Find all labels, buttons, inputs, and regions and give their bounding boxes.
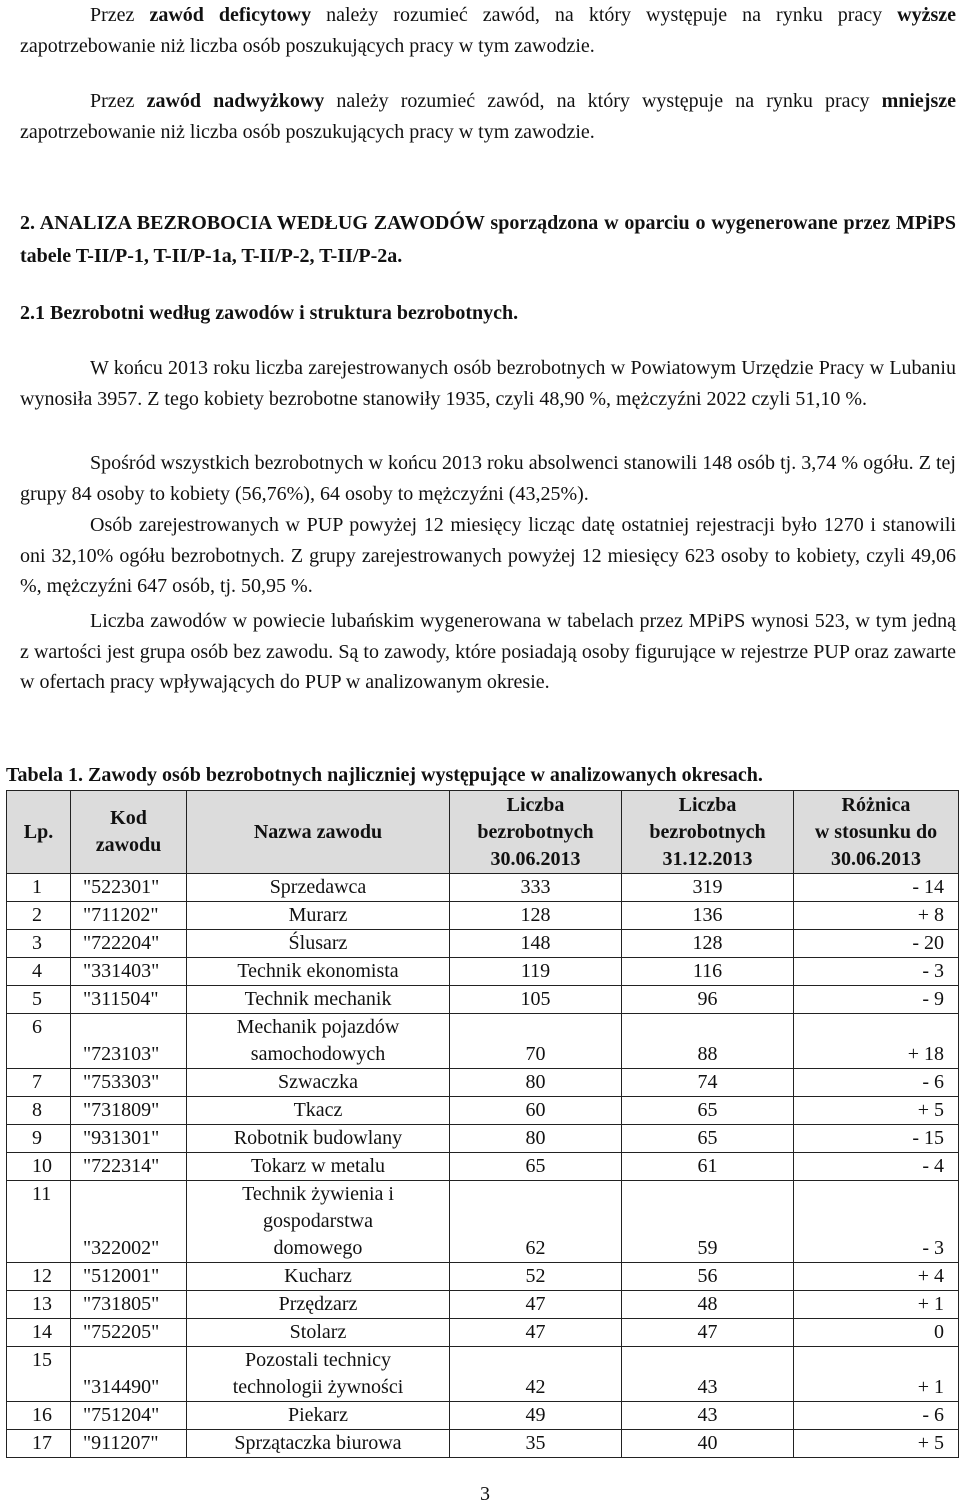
cell-name-line: Technik mechanik: [244, 988, 392, 1010]
cell-name-line: Robotnik budowlany: [233, 1127, 403, 1149]
section-heading: 2. ANALIZA BEZROBOCIA WEDŁUG ZAWODÓW sporządzona w oparciu o wygenerowane przez MPiPS tabele T-II/P-1, T-II/P-1a, T-II/P-2, T-II/P-2a.: [20, 212, 956, 267]
table-row: [7, 1014, 959, 1069]
cell-difference: + 5: [794, 1097, 959, 1125]
cell-name: [187, 1430, 450, 1458]
cell-name-line: Kucharz: [284, 1265, 352, 1287]
cell-name: [187, 1153, 450, 1181]
table-row: [7, 958, 959, 986]
cell-code: "522301": [71, 874, 187, 902]
cell-name-line: Pozostali technicy: [244, 1349, 392, 1371]
cell-name: [187, 1291, 450, 1319]
cell-difference: 0: [794, 1319, 959, 1347]
cell-code: "322002": [71, 1181, 187, 1263]
cell-lp: 7: [7, 1069, 71, 1097]
text-run: zapotrzebowanie niż liczba osób poszukujących pracy w tym zawodzie.: [20, 120, 595, 143]
text-run: Przez: [90, 90, 147, 112]
subsection-heading: 2.1 Bezrobotni według zawodów i struktura bezrobotnych.: [20, 302, 519, 324]
cell-code: "752205": [71, 1319, 187, 1347]
cell-name-line: gospodarstwa: [263, 1210, 373, 1232]
cell-count-december: 136: [622, 902, 794, 930]
cell-code: "512001": [71, 1263, 187, 1291]
cell-count-june: 49: [450, 1402, 622, 1430]
header-lp: Lp.: [7, 791, 71, 874]
cell-lp: 8: [7, 1097, 71, 1125]
cell-lp: 5: [7, 986, 71, 1014]
cell-code: "331403": [71, 958, 187, 986]
table-row: [7, 1263, 959, 1291]
cell-code: "753303": [71, 1069, 187, 1097]
cell-lp: 12: [7, 1263, 71, 1291]
table-row: [7, 1430, 959, 1458]
cell-code: "751204": [71, 1402, 187, 1430]
body-paragraph-occupations: Liczba zawodów w powiecie lubańskim wygenerowana w tabelach przez MPiPS wynosi 523, w tym jedną z wartości jest grupa osób bez zawodu. Są to zawody, które posiadają osoby figurujące w rejestrze PUP oraz zawarte w ofertach pracy wpływających do PUP w analizowanym okresie.: [20, 610, 956, 694]
cell-difference: - 20: [794, 930, 959, 958]
cell-count-december: 47: [622, 1319, 794, 1347]
cell-lp: 10: [7, 1153, 71, 1181]
header-count-december: Liczba bezrobotnych 31.12.2013: [622, 791, 794, 874]
cell-code: "314490": [71, 1347, 187, 1402]
cell-name: [187, 1097, 450, 1125]
cell-code: "722314": [71, 1153, 187, 1181]
cell-lp: 3: [7, 930, 71, 958]
cell-lp: 17: [7, 1430, 71, 1458]
occupations-table: [6, 790, 959, 1458]
cell-count-june: 42: [450, 1347, 622, 1402]
text-run: należy rozumieć zawód, na który występuje na rynku pracy: [324, 90, 882, 112]
cell-count-december: 116: [622, 958, 794, 986]
cell-code: "311504": [71, 986, 187, 1014]
cell-name: [187, 1319, 450, 1347]
cell-lp: 4: [7, 958, 71, 986]
cell-name: [187, 1263, 450, 1291]
definition-deficit-paragraph: [20, 0, 956, 61]
cell-count-june: 70: [450, 1014, 622, 1069]
cell-name-line: Technik ekonomista: [237, 960, 399, 982]
cell-lp: 13: [7, 1291, 71, 1319]
cell-count-december: 43: [622, 1347, 794, 1402]
cell-name-line: Ślusarz: [288, 932, 348, 954]
cell-name-line: Stolarz: [289, 1321, 347, 1343]
table-row: [7, 1291, 959, 1319]
cell-difference: + 18: [794, 1014, 959, 1069]
definition-surplus-paragraph: [20, 86, 956, 147]
table-body: [7, 874, 959, 1458]
cell-name-line: Przędzarz: [278, 1293, 358, 1315]
cell-name-line: domowego: [273, 1237, 363, 1259]
cell-count-june: 65: [450, 1153, 622, 1181]
cell-lp: 11: [7, 1181, 71, 1263]
cell-code: "723103": [71, 1014, 187, 1069]
cell-difference: + 1: [794, 1347, 959, 1402]
cell-name: [187, 1069, 450, 1097]
cell-name-line: Sprzedawca: [269, 876, 367, 898]
text-run: należy rozumieć zawód, na który występuje na rynku pracy: [311, 4, 898, 26]
table-row: [7, 1402, 959, 1430]
header-count-june: Liczba bezrobotnych 30.06.2013: [450, 791, 622, 874]
table-caption: Tabela 1. Zawody osób bezrobotnych najliczniej występujące w analizowanych okresach.: [6, 764, 763, 786]
cell-count-december: 88: [622, 1014, 794, 1069]
cell-count-december: 56: [622, 1263, 794, 1291]
cell-count-december: 48: [622, 1291, 794, 1319]
text-run: Przez: [90, 4, 150, 26]
cell-count-june: 333: [450, 874, 622, 902]
cell-count-june: 47: [450, 1319, 622, 1347]
table-row: [7, 874, 959, 902]
cell-count-june: 62: [450, 1181, 622, 1263]
body-paragraph-graduates: Spośród wszystkich bezrobotnych w końcu 2013 roku absolwenci stanowili 148 osób tj. 3,74 % ogółu. Z tej grupy 84 osoby to kobiety (56,76%), 64 osoby to mężczyźni (43,25%).: [20, 452, 956, 505]
text-run: zawód deficytowy: [149, 4, 312, 26]
header-difference: Różnica w stosunku do 30.06.2013: [794, 791, 959, 874]
text-run: mniejsze: [881, 90, 956, 112]
cell-difference: - 14: [794, 874, 959, 902]
cell-name: [187, 1014, 450, 1069]
cell-count-december: 74: [622, 1069, 794, 1097]
cell-count-december: 128: [622, 930, 794, 958]
cell-name: [187, 874, 450, 902]
cell-name: [187, 1347, 450, 1402]
table-row: [7, 1069, 959, 1097]
cell-name-line: Tokarz w metalu: [250, 1155, 386, 1177]
cell-name-line: Tkacz: [293, 1099, 343, 1121]
table-row: [7, 986, 959, 1014]
body-paragraph-unemployed-total: W końcu 2013 roku liczba zarejestrowanych osób bezrobotnych w Powiatowym Urzędzie Pracy w Lubaniu wynosiła 3957. Z tego kobiety bezrobotne stanowiły 1935, czyli 48,90 %, mężczyźni 2022 czyli 51,10 %.: [20, 357, 956, 410]
table-row: [7, 1181, 959, 1263]
cell-lp: 2: [7, 902, 71, 930]
cell-name-line: Mechanik pojazdów: [236, 1016, 400, 1038]
cell-name: [187, 1125, 450, 1153]
cell-name: [187, 902, 450, 930]
cell-name: [187, 958, 450, 986]
cell-name-line: Technik żywienia i: [242, 1183, 394, 1205]
cell-count-december: 65: [622, 1125, 794, 1153]
table-row: [7, 930, 959, 958]
cell-count-june: 80: [450, 1069, 622, 1097]
cell-count-june: 47: [450, 1291, 622, 1319]
cell-name-line: samochodowych: [250, 1043, 386, 1065]
cell-count-june: 105: [450, 986, 622, 1014]
cell-count-december: 43: [622, 1402, 794, 1430]
cell-code: "722204": [71, 930, 187, 958]
header-code: Kod zawodu: [71, 791, 187, 874]
cell-name: [187, 1402, 450, 1430]
cell-name-line: Murarz: [288, 904, 348, 926]
cell-difference: + 8: [794, 902, 959, 930]
body-paragraph-long-term: Osób zarejestrowanych w PUP powyżej 12 miesięcy licząc datę ostatniej rejestracji było 1270 i stanowili oni 32,10% ogółu bezrobotnych. Z grupy zarejestrowanych powyżej 12 miesięcy 623 osoby to kobiety, czyli 49,06 %, mężczyźni 647 osób, tj. 50,95 %.: [20, 514, 956, 598]
cell-difference: - 9: [794, 986, 959, 1014]
cell-code: "711202": [71, 902, 187, 930]
table-header-row: [7, 791, 959, 874]
cell-count-june: 128: [450, 902, 622, 930]
table-row: [7, 1097, 959, 1125]
cell-name-line: Sprzątaczka biurowa: [234, 1432, 402, 1454]
header-name: Nazwa zawodu: [187, 791, 450, 874]
text-run: zawód nadwyżkowy: [146, 90, 325, 112]
cell-name-line: Szwaczka: [278, 1071, 358, 1093]
cell-code: "911207": [71, 1430, 187, 1458]
cell-code: "731805": [71, 1291, 187, 1319]
cell-count-december: 65: [622, 1097, 794, 1125]
cell-difference: - 3: [794, 1181, 959, 1263]
cell-count-june: 35: [450, 1430, 622, 1458]
cell-lp: 14: [7, 1319, 71, 1347]
cell-count-december: 61: [622, 1153, 794, 1181]
cell-difference: + 1: [794, 1291, 959, 1319]
table-row: [7, 1125, 959, 1153]
cell-count-december: 319: [622, 874, 794, 902]
cell-name: [187, 1181, 450, 1263]
cell-lp: 15: [7, 1347, 71, 1402]
cell-count-december: 59: [622, 1181, 794, 1263]
cell-count-june: 52: [450, 1263, 622, 1291]
table-row: [7, 1153, 959, 1181]
cell-lp: 1: [7, 874, 71, 902]
cell-count-june: 60: [450, 1097, 622, 1125]
cell-difference: - 3: [794, 958, 959, 986]
cell-count-december: 96: [622, 986, 794, 1014]
table-row: [7, 1319, 959, 1347]
cell-count-december: 40: [622, 1430, 794, 1458]
text-run: wyższe: [897, 4, 956, 26]
cell-difference: - 6: [794, 1402, 959, 1430]
cell-lp: 6: [7, 1014, 71, 1069]
cell-difference: - 15: [794, 1125, 959, 1153]
cell-difference: - 6: [794, 1069, 959, 1097]
cell-count-june: 148: [450, 930, 622, 958]
cell-code: "731809": [71, 1097, 187, 1125]
cell-lp: 16: [7, 1402, 71, 1430]
text-run: zapotrzebowanie niż liczba osób poszukujących pracy w tym zawodzie.: [20, 34, 595, 57]
cell-name-line: technologii żywności: [232, 1376, 404, 1398]
cell-count-june: 119: [450, 958, 622, 986]
cell-name: [187, 930, 450, 958]
cell-difference: - 4: [794, 1153, 959, 1181]
cell-difference: + 4: [794, 1263, 959, 1291]
cell-difference: + 5: [794, 1430, 959, 1458]
table-row: [7, 1347, 959, 1402]
cell-name: [187, 986, 450, 1014]
table-row: [7, 902, 959, 930]
cell-count-june: 80: [450, 1125, 622, 1153]
cell-name-line: Piekarz: [288, 1404, 348, 1426]
cell-code: "931301": [71, 1125, 187, 1153]
page-number: 3: [480, 1483, 490, 1505]
cell-lp: 9: [7, 1125, 71, 1153]
